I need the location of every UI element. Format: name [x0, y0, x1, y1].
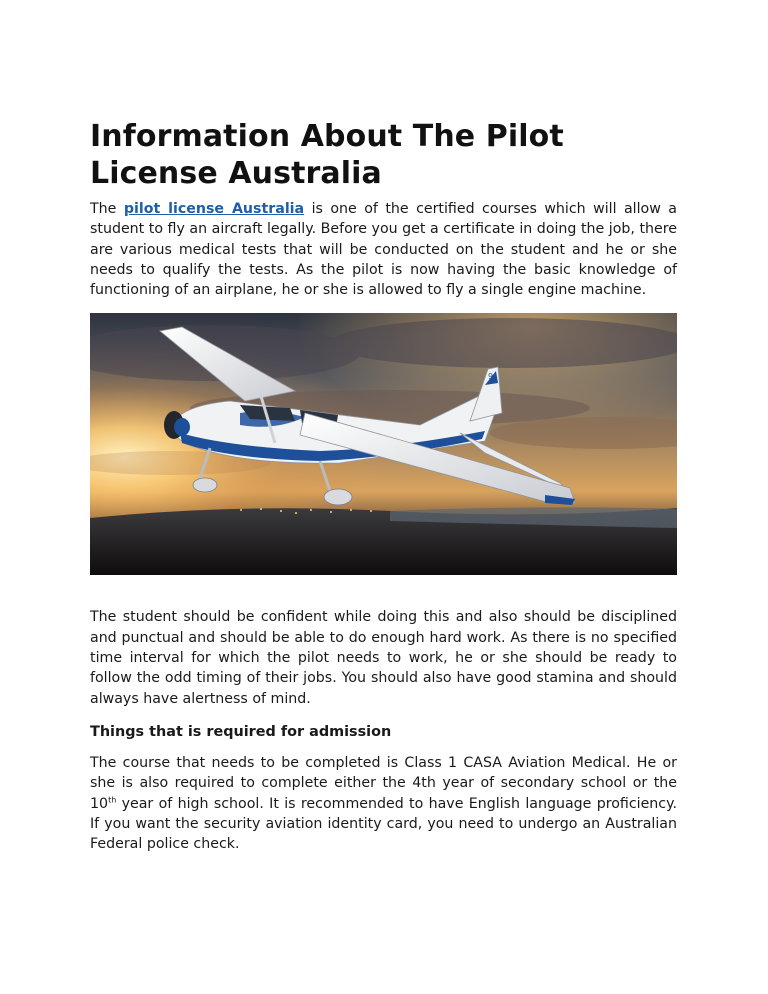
- section-heading-admission: Things that is required for admission: [90, 723, 392, 740]
- body-paragraph-2: The student should be confident while doing this and also should be disciplined and punctual and should be able to do enough hard work. As there is no specified time interval for which the pilot needs to work, he or she should be ready to follow the odd timing of their jobs. You should also have good stamina and should always have alertness of mind.: [90, 609, 677, 707]
- document-page: [90, 118, 677, 854]
- para3-text-start: The course that needs to be completed is Class 1 CASA Aviation Medical. He or she is also required to complete either the 4th year of secondary school or the 10: [90, 754, 677, 812]
- intro-text-start: The: [90, 201, 124, 217]
- page-title: Information About The Pilot License Australia: [90, 119, 564, 191]
- intro-text-rest: is one of the certified courses which will allow a student to fly an aircraft legally. Before you get a certificate in doing the job, there are various medical tests that will be conducted on the student and he or she needs to qualify the tests. As the pilot is now having the basic knowledge of functioning of an airplane, he or she is allowed to fly a single engine machine.: [90, 201, 677, 299]
- tail-number: 9: [488, 372, 494, 382]
- para3-text-rest: year of high school. It is recommended to have English language proficiency. If you want the security aviation identity card, you need to undergo an Australian Federal police check.: [90, 795, 677, 853]
- body-paragraph-3: [90, 753, 677, 854]
- ordinal-superscript: th: [108, 794, 117, 804]
- intro-paragraph: [90, 199, 677, 300]
- pilot-license-link[interactable]: pilot license Australia: [123, 201, 305, 217]
- airplane-photo: [90, 313, 677, 575]
